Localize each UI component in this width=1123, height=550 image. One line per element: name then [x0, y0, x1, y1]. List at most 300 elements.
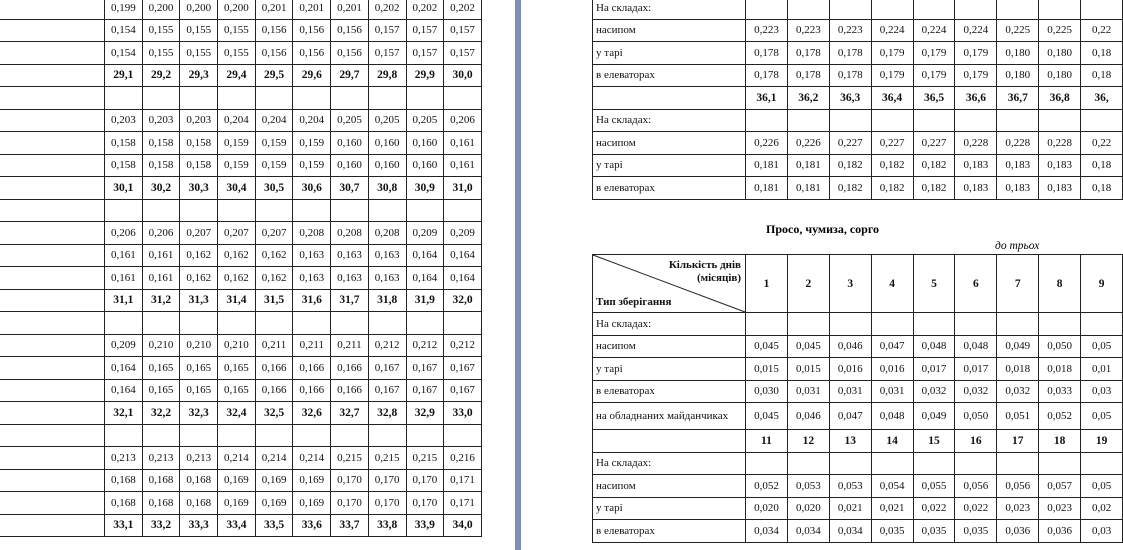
value-cell: 17	[997, 430, 1039, 453]
value-cell: 0,049	[913, 403, 955, 430]
row-label	[0, 424, 105, 447]
value-cell: 0,036	[1039, 520, 1081, 543]
value-cell: 0,036	[997, 520, 1039, 543]
value-cell: 0,180	[1039, 42, 1081, 65]
section-title: Просо, чумиза, сорго	[765, 222, 879, 236]
value-cell	[1039, 313, 1081, 336]
value-cell: 0,156	[293, 42, 331, 65]
value-cell	[1081, 0, 1123, 19]
value-cell: 0,156	[293, 19, 331, 42]
value-cell	[255, 312, 293, 335]
value-cell: 0,224	[913, 19, 955, 42]
value-cell: 11	[746, 430, 788, 453]
value-cell: 0,166	[331, 379, 369, 402]
value-cell: 0,202	[368, 0, 406, 19]
value-cell: 0,178	[787, 64, 829, 87]
value-cell: 0,166	[293, 379, 331, 402]
value-cell: 0,213	[105, 447, 143, 470]
value-cell: 0,168	[142, 469, 180, 492]
value-cell: 36,1	[746, 87, 788, 110]
row-label: На складах:	[593, 0, 746, 19]
value-cell: 0,160	[406, 154, 444, 177]
value-cell: 0,208	[293, 222, 331, 245]
value-cell: 0,200	[180, 0, 218, 19]
table-row	[593, 403, 1123, 430]
value-cell: 0,212	[444, 334, 482, 357]
value-cell: 0,155	[180, 42, 218, 65]
value-cell: 29,6	[293, 64, 331, 87]
value-cell: 0,168	[180, 492, 218, 515]
value-cell: 0,226	[746, 132, 788, 155]
table-row	[593, 335, 1123, 358]
value-cell: 32,5	[255, 402, 293, 425]
value-cell	[368, 87, 406, 110]
row-label	[0, 289, 105, 312]
value-cell: 0,215	[406, 447, 444, 470]
value-cell: 0,170	[406, 469, 444, 492]
value-cell	[293, 424, 331, 447]
value-cell: 33,0	[444, 402, 482, 425]
value-cell: 0,032	[997, 380, 1039, 403]
value-cell: 0,167	[406, 357, 444, 380]
value-cell: 0,179	[871, 42, 913, 65]
column-number-header: 2	[787, 255, 829, 313]
value-cell: 0,159	[218, 132, 256, 155]
value-cell: 0,162	[255, 267, 293, 290]
value-cell	[829, 313, 871, 336]
left-document-page	[0, 0, 487, 550]
value-cell: 0,020	[787, 497, 829, 520]
value-cell: 30,5	[255, 177, 293, 200]
value-cell: 15	[913, 430, 955, 453]
value-cell: 29,2	[142, 64, 180, 87]
value-cell: 33,1	[105, 514, 143, 537]
value-cell	[787, 109, 829, 132]
row-label	[0, 312, 105, 335]
value-cell: 0,165	[218, 357, 256, 380]
value-cell	[406, 424, 444, 447]
row-label: На складах:	[593, 313, 746, 336]
value-cell	[746, 0, 788, 19]
column-number-header: 4	[871, 255, 913, 313]
value-cell: 0,178	[829, 64, 871, 87]
value-cell: 0,158	[105, 154, 143, 177]
value-cell: 0,052	[746, 475, 788, 498]
value-cell: 0,208	[368, 222, 406, 245]
row-label	[0, 19, 105, 42]
value-cell: 30,8	[368, 177, 406, 200]
value-cell	[406, 312, 444, 335]
value-cell: 0,167	[368, 357, 406, 380]
value-cell	[955, 452, 997, 475]
value-cell: 0,205	[331, 109, 369, 132]
value-cell: 0,056	[955, 475, 997, 498]
value-cell: 0,227	[913, 132, 955, 155]
value-cell: 32,1	[105, 402, 143, 425]
value-cell: 0,168	[142, 492, 180, 515]
value-cell	[1081, 313, 1123, 336]
value-cell: 0,213	[142, 447, 180, 470]
value-cell	[255, 424, 293, 447]
value-cell: 32,6	[293, 402, 331, 425]
row-label: у тарі	[593, 358, 746, 381]
value-cell	[955, 0, 997, 19]
right-document-page	[575, 0, 1112, 550]
left-data-table	[0, 0, 482, 537]
table-row	[0, 447, 481, 470]
value-cell: 0,031	[871, 380, 913, 403]
value-cell: 0,167	[368, 379, 406, 402]
table-row	[593, 177, 1123, 200]
value-cell: 0,035	[913, 520, 955, 543]
column-number-header: 5	[913, 255, 955, 313]
value-cell: 0,015	[787, 358, 829, 381]
value-cell	[746, 452, 788, 475]
value-cell: 0,201	[255, 0, 293, 19]
value-cell: 0,18	[1081, 42, 1123, 65]
value-cell: 0,227	[829, 132, 871, 155]
value-cell	[787, 0, 829, 19]
value-cell: 0,160	[331, 154, 369, 177]
value-cell	[218, 312, 256, 335]
value-cell: 0,154	[105, 42, 143, 65]
row-label: у тарі	[593, 497, 746, 520]
row-label: в елеваторах	[593, 380, 746, 403]
value-cell: 0,163	[368, 267, 406, 290]
value-cell: 0,18	[1081, 154, 1123, 177]
value-cell: 0,046	[787, 403, 829, 430]
value-cell: 0,183	[955, 177, 997, 200]
value-cell: 30,7	[331, 177, 369, 200]
value-cell: 0,158	[142, 154, 180, 177]
table-row	[0, 267, 481, 290]
value-cell: 0,210	[142, 334, 180, 357]
value-cell: 0,161	[142, 267, 180, 290]
value-cell	[746, 313, 788, 336]
value-cell: 0,181	[746, 154, 788, 177]
value-cell: 33,3	[180, 514, 218, 537]
row-label	[0, 334, 105, 357]
row-label	[0, 87, 105, 110]
row-label	[0, 42, 105, 65]
value-cell	[105, 87, 143, 110]
value-cell: 0,207	[255, 222, 293, 245]
value-cell: 0,161	[444, 132, 482, 155]
value-cell: 0,200	[142, 0, 180, 19]
row-label	[0, 199, 105, 222]
value-cell: 0,202	[444, 0, 482, 19]
value-cell: 32,2	[142, 402, 180, 425]
value-cell: 0,168	[105, 492, 143, 515]
value-cell: 0,155	[218, 19, 256, 42]
value-cell: 34,0	[444, 514, 482, 537]
value-cell: 0,169	[255, 469, 293, 492]
table-row	[593, 154, 1123, 177]
value-cell	[218, 199, 256, 222]
value-cell	[913, 452, 955, 475]
value-cell: 0,164	[105, 379, 143, 402]
value-cell: 33,2	[142, 514, 180, 537]
value-cell: 0,034	[746, 520, 788, 543]
row-label	[0, 492, 105, 515]
value-cell	[444, 87, 482, 110]
value-cell: 0,216	[444, 447, 482, 470]
table-row	[593, 64, 1123, 87]
value-cell: 0,161	[105, 267, 143, 290]
total-row	[0, 177, 481, 200]
value-cell: 0,156	[331, 19, 369, 42]
value-cell: 0,181	[746, 177, 788, 200]
value-cell: 0,055	[913, 475, 955, 498]
value-cell: 0,167	[406, 379, 444, 402]
value-cell: 0,05	[1081, 403, 1123, 430]
value-cell: 0,206	[444, 109, 482, 132]
row-label	[0, 267, 105, 290]
value-cell: 0,166	[331, 357, 369, 380]
value-cell: 0,048	[955, 335, 997, 358]
row-label: На складах:	[593, 452, 746, 475]
value-cell: 0,159	[255, 154, 293, 177]
value-cell: 0,166	[255, 357, 293, 380]
value-cell	[871, 109, 913, 132]
value-cell: 0,182	[913, 154, 955, 177]
value-cell: 0,183	[997, 154, 1039, 177]
value-cell	[180, 312, 218, 335]
value-cell: 0,047	[871, 335, 913, 358]
table-row	[593, 475, 1123, 498]
value-cell: 31,0	[444, 177, 482, 200]
value-cell: 0,165	[142, 357, 180, 380]
value-cell: 0,207	[180, 222, 218, 245]
value-cell: 0,057	[1039, 475, 1081, 498]
value-cell: 0,179	[871, 64, 913, 87]
value-cell: 0,183	[997, 177, 1039, 200]
value-cell	[255, 87, 293, 110]
value-cell: 0,204	[218, 109, 256, 132]
value-cell: 0,167	[444, 379, 482, 402]
value-cell: 31,4	[218, 289, 256, 312]
table-row	[0, 154, 481, 177]
value-cell: 0,22	[1081, 19, 1123, 42]
value-cell: 33,8	[368, 514, 406, 537]
value-cell: 0,213	[180, 447, 218, 470]
value-cell: 0,047	[829, 403, 871, 430]
value-cell: 0,223	[746, 19, 788, 42]
value-cell: 30,1	[105, 177, 143, 200]
value-cell: 0,212	[368, 334, 406, 357]
value-cell: 0,034	[787, 520, 829, 543]
value-cell: 0,171	[444, 492, 482, 515]
storage-type-label: Тип зберігання	[596, 296, 672, 308]
value-cell: 0,202	[406, 0, 444, 19]
value-cell: 30,9	[406, 177, 444, 200]
value-cell: 29,9	[406, 64, 444, 87]
value-cell: 0,201	[293, 0, 331, 19]
value-cell: 0,031	[787, 380, 829, 403]
table-row	[593, 313, 1123, 336]
value-cell: 0,161	[142, 244, 180, 267]
value-cell: 0,163	[331, 244, 369, 267]
value-cell: 0,228	[955, 132, 997, 155]
value-cell: 14	[871, 430, 913, 453]
duration-note: до трьох	[995, 240, 1040, 252]
right-lower-table	[592, 254, 1123, 543]
value-cell	[871, 313, 913, 336]
value-cell	[180, 87, 218, 110]
column-number-header: 9	[1081, 255, 1123, 313]
value-cell: 0,226	[787, 132, 829, 155]
value-cell: 0,206	[105, 222, 143, 245]
table-row	[593, 520, 1123, 543]
value-cell: 31,5	[255, 289, 293, 312]
table-row	[0, 312, 481, 335]
value-cell: 36,2	[787, 87, 829, 110]
row-label: у тарі	[593, 42, 746, 65]
value-cell: 0,032	[913, 380, 955, 403]
row-label: насипом	[593, 335, 746, 358]
value-cell: 0,209	[406, 222, 444, 245]
value-cell: 0,183	[1039, 154, 1081, 177]
value-cell: 0,178	[829, 42, 871, 65]
value-cell: 0,157	[406, 42, 444, 65]
value-cell	[368, 199, 406, 222]
value-cell: 0,155	[142, 42, 180, 65]
value-cell: 0,214	[218, 447, 256, 470]
value-cell	[955, 109, 997, 132]
value-cell: 0,180	[997, 42, 1039, 65]
value-cell: 0,225	[997, 19, 1039, 42]
table-row	[0, 469, 481, 492]
value-cell: 0,017	[913, 358, 955, 381]
value-cell	[444, 199, 482, 222]
table-row	[593, 132, 1123, 155]
value-cell: 0,160	[368, 132, 406, 155]
value-cell: 0,170	[368, 492, 406, 515]
total-row	[0, 64, 481, 87]
value-cell: 0,162	[255, 244, 293, 267]
value-cell: 0,200	[218, 0, 256, 19]
value-cell: 0,204	[255, 109, 293, 132]
row-label: в елеваторах	[593, 520, 746, 543]
value-cell: 0,179	[913, 42, 955, 65]
value-cell: 12	[787, 430, 829, 453]
value-cell: 0,214	[255, 447, 293, 470]
row-label	[0, 0, 105, 19]
column-number-header: 7	[997, 255, 1039, 313]
value-cell: 0,18	[1081, 64, 1123, 87]
value-cell: 0,223	[787, 19, 829, 42]
row-label: На складах:	[593, 109, 746, 132]
row-label: в елеваторах	[593, 177, 746, 200]
value-cell: 0,161	[105, 244, 143, 267]
value-cell: 0,203	[142, 109, 180, 132]
value-cell: 0,209	[105, 334, 143, 357]
value-cell: 0,211	[331, 334, 369, 357]
value-cell: 29,4	[218, 64, 256, 87]
value-cell: 31,3	[180, 289, 218, 312]
value-cell	[1081, 452, 1123, 475]
row-label: у тарі	[593, 154, 746, 177]
table-row	[0, 87, 481, 110]
value-cell: 31,1	[105, 289, 143, 312]
value-cell: 0,016	[871, 358, 913, 381]
value-cell: 31,7	[331, 289, 369, 312]
value-cell: 16	[955, 430, 997, 453]
row-label	[0, 447, 105, 470]
value-cell: 0,180	[997, 64, 1039, 87]
table-row	[0, 379, 481, 402]
value-cell: 0,050	[955, 403, 997, 430]
value-cell: 32,3	[180, 402, 218, 425]
value-cell: 0,203	[180, 109, 218, 132]
value-cell: 0,163	[368, 244, 406, 267]
value-cell	[444, 424, 482, 447]
table-row	[593, 358, 1123, 381]
value-cell	[293, 87, 331, 110]
value-cell: 0,160	[331, 132, 369, 155]
value-cell	[871, 0, 913, 19]
table-row	[0, 244, 481, 267]
value-cell: 0,050	[1039, 335, 1081, 358]
value-cell: 0,053	[787, 475, 829, 498]
value-cell: 0,157	[368, 19, 406, 42]
value-cell: 0,227	[871, 132, 913, 155]
value-cell	[105, 199, 143, 222]
row-label	[0, 379, 105, 402]
table-row	[0, 0, 481, 19]
value-cell: 0,156	[331, 42, 369, 65]
value-cell	[913, 109, 955, 132]
value-cell	[142, 199, 180, 222]
value-cell: 0,170	[406, 492, 444, 515]
value-cell: 0,161	[444, 154, 482, 177]
row-label: насипом	[593, 475, 746, 498]
value-cell: 0,170	[368, 469, 406, 492]
value-cell	[997, 452, 1039, 475]
value-cell: 0,178	[746, 64, 788, 87]
value-cell: 0,017	[955, 358, 997, 381]
value-cell	[955, 313, 997, 336]
column-number-header: 1	[746, 255, 788, 313]
value-cell	[105, 312, 143, 335]
value-cell: 0,168	[180, 469, 218, 492]
value-cell: 0,169	[255, 492, 293, 515]
value-cell: 29,1	[105, 64, 143, 87]
table-row	[0, 42, 481, 65]
value-cell: 0,205	[406, 109, 444, 132]
value-cell: 36,6	[955, 87, 997, 110]
value-cell: 0,169	[293, 492, 331, 515]
value-cell: 0,162	[218, 244, 256, 267]
value-cell	[444, 312, 482, 335]
row-label: насипом	[593, 19, 746, 42]
value-cell: 0,05	[1081, 335, 1123, 358]
table-row	[0, 132, 481, 155]
value-cell: 30,4	[218, 177, 256, 200]
value-cell: 0,168	[105, 469, 143, 492]
value-cell	[105, 424, 143, 447]
value-cell: 0,157	[368, 42, 406, 65]
value-cell: 0,05	[1081, 475, 1123, 498]
value-cell: 0,158	[105, 132, 143, 155]
value-cell: 0,056	[997, 475, 1039, 498]
value-cell: 0,164	[444, 244, 482, 267]
value-cell: 0,199	[105, 0, 143, 19]
value-cell: 0,022	[955, 497, 997, 520]
value-cell: 32,9	[406, 402, 444, 425]
value-cell: 30,6	[293, 177, 331, 200]
value-cell	[331, 424, 369, 447]
